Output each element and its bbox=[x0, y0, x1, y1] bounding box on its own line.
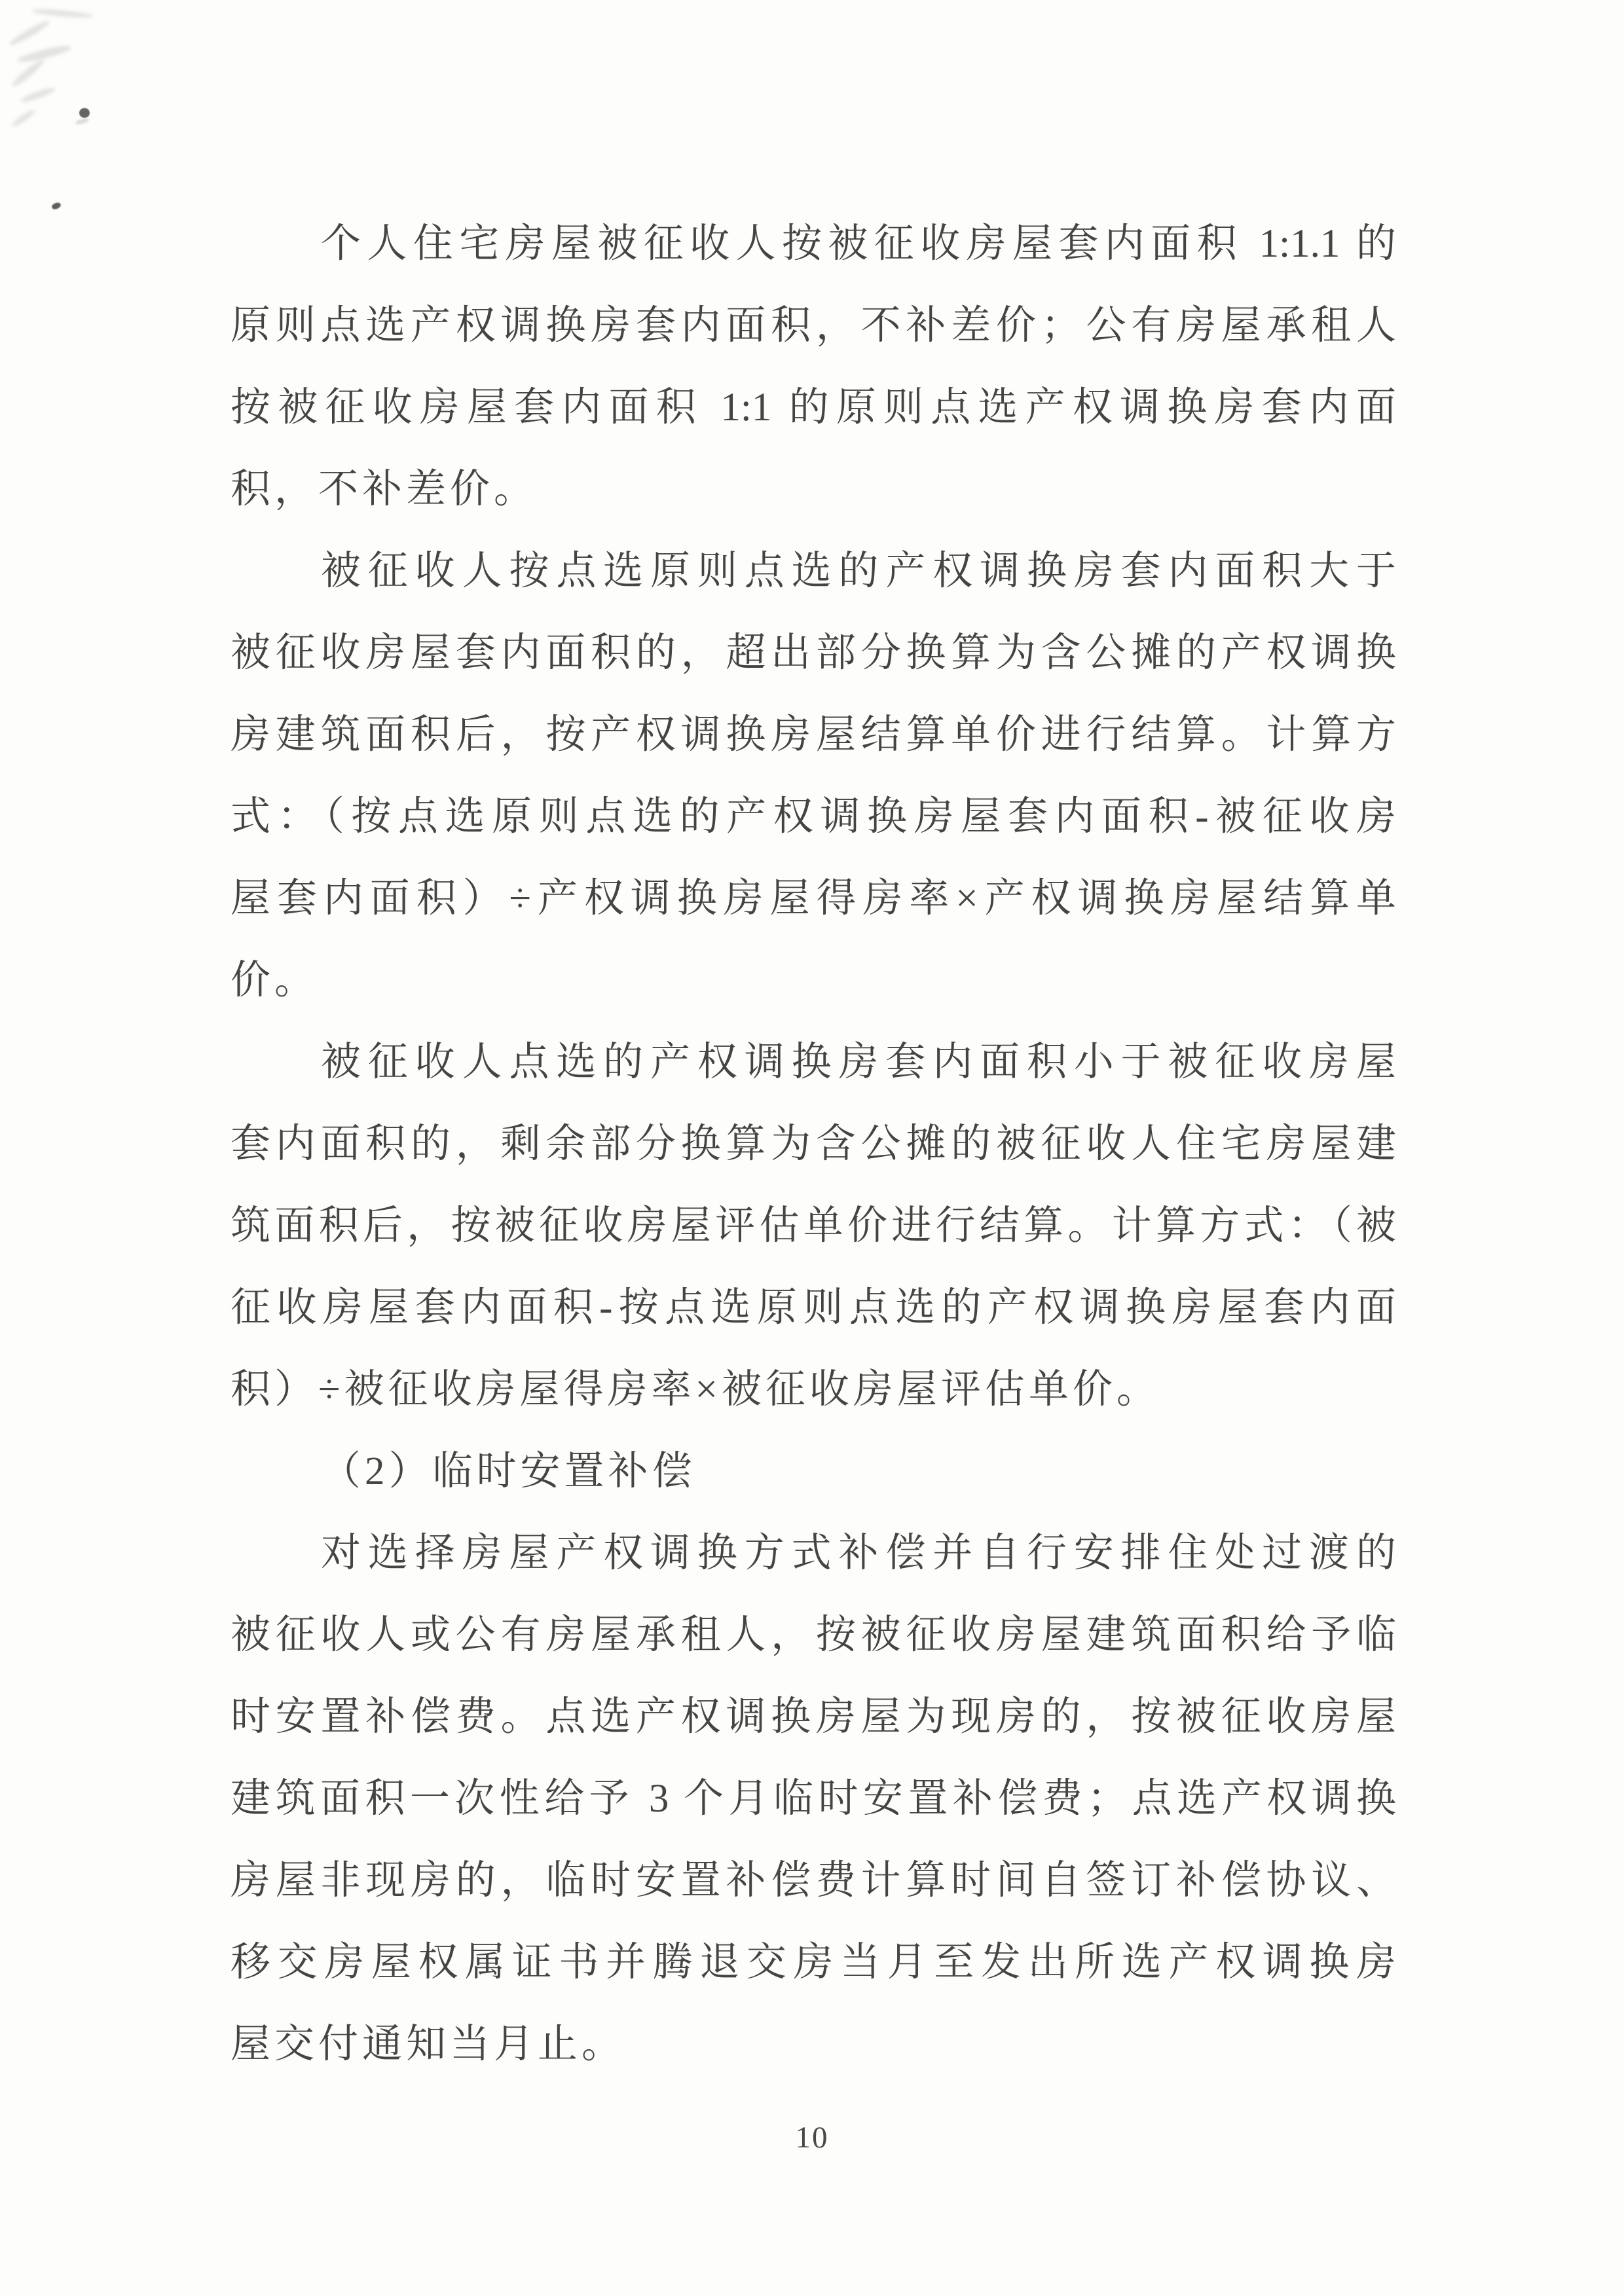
scan-ink-dot-shadow bbox=[75, 117, 89, 125]
scan-ink-dot bbox=[79, 108, 90, 118]
scan-smudge bbox=[31, 8, 94, 19]
scan-smudge bbox=[10, 108, 37, 128]
text-line: 征收房屋套内面积-按点选原则点选的产权调换房屋套内面 bbox=[231, 1286, 1396, 1330]
text-line: 建筑面积一次性给予 3 个月临时安置补偿费；点选产权调换 bbox=[231, 1777, 1396, 1821]
text-line: 积，不补差价。 bbox=[231, 467, 538, 511]
scan-smudge bbox=[10, 57, 46, 88]
text-line: 对选择房屋产权调换方式补偿并自行安排住处过渡的 bbox=[321, 1531, 1396, 1575]
text-line: 时安置补偿费。点选产权调换房屋为现房的，按被征收房屋 bbox=[231, 1695, 1396, 1739]
text-line: 被征收人或公有房屋承租人，按被征收房屋建筑面积给予临 bbox=[231, 1613, 1396, 1657]
text-line: 套内面积的，剩余部分换算为含公摊的被征收人住宅房屋建 bbox=[231, 1122, 1396, 1166]
text-line: 被征收房屋套内面积的，超出部分换算为含公摊的产权调换 bbox=[231, 631, 1396, 675]
text-line: 房建筑面积后，按产权调换房屋结算单价进行结算。计算方 bbox=[231, 713, 1396, 757]
text-line: 房屋非现房的，临时安置补偿费计算时间自签订补偿协议、 bbox=[231, 1859, 1396, 1903]
section-subheading: （2）临时安置补偿 bbox=[321, 1449, 696, 1493]
text-line: 被征收人按点选原则点选的产权调换房套内面积大于 bbox=[321, 549, 1396, 593]
text-line: 式：（按点选原则点选的产权调换房屋套内面积-被征收房 bbox=[231, 795, 1396, 839]
scan-speck bbox=[51, 201, 62, 210]
text-line: 屋交付通知当月止。 bbox=[231, 2022, 626, 2066]
text-line: 原则点选产权调换房套内面积，不补差价；公有房屋承租人 bbox=[231, 304, 1396, 348]
text-line: 个人住宅房屋被征收人按被征收房屋套内面积 1:1.1 的 bbox=[321, 222, 1396, 266]
text-line: 移交房屋权属证书并腾退交房当月至发出所选产权调换房 bbox=[231, 1941, 1396, 1984]
scan-smudge bbox=[8, 18, 51, 48]
text-line: 按被征收房屋套内面积 1:1 的原则点选产权调换房套内面 bbox=[231, 386, 1396, 429]
scan-smudge bbox=[20, 86, 56, 105]
scan-smudge bbox=[16, 43, 73, 65]
text-line: 屋套内面积）÷产权调换房屋得房率×产权调换房屋结算单 bbox=[231, 877, 1396, 920]
page-number: 10 bbox=[795, 2121, 829, 2155]
text-line: 积）÷被征收房屋得房率×被征收房屋评估单价。 bbox=[231, 1368, 1160, 1412]
text-line: 被征收人点选的产权调换房套内面积小于被征收房屋 bbox=[321, 1040, 1396, 1084]
text-line: 筑面积后，按被征收房屋评估单价进行结算。计算方式：（被 bbox=[231, 1204, 1396, 1248]
text-line: 价。 bbox=[231, 958, 319, 1002]
document-body bbox=[231, 203, 1396, 2085]
